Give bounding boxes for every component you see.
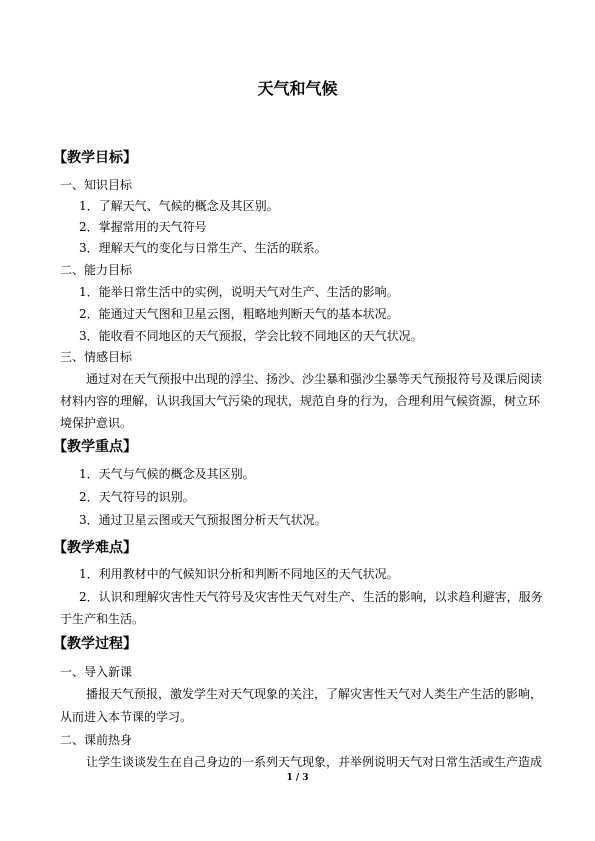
paragraph-line: 播报天气预报，激发学生对天气现象的关注，了解灾害性天气对人类生产生活的影响， — [86, 687, 543, 701]
subsection-label-intro: 一、导入新课 — [60, 665, 133, 679]
section-heading-objectives: 【教学目标】 — [53, 150, 137, 166]
list-item: 3．通过卫星云图或天气预报图分析天气状况。 — [79, 513, 327, 527]
paragraph-line: 通过对在天气预报中出现的浮尘、扬沙、沙尘暴和强沙尘暴等天气预报符号及课后阅读 — [86, 372, 543, 386]
paragraph-line: 从而进入本节课的学习。 — [60, 710, 193, 724]
subsection-label-warmup: 二、课前热身 — [60, 733, 133, 747]
list-item: 1．了解天气、气候的概念及其区别。 — [79, 199, 279, 213]
list-item: 1．天气与气候的概念及其区别。 — [79, 467, 255, 481]
list-item: 2．天气符号的识别。 — [79, 490, 195, 504]
paragraph-line: 境保护意识。 — [60, 416, 133, 430]
subsection-label-ability: 二、能力目标 — [60, 263, 133, 277]
subsection-label-knowledge: 一、知识目标 — [60, 178, 133, 192]
list-item: 1．能举日常生活中的实例，说明天气对生产、生活的影响。 — [79, 285, 399, 299]
list-item: 1．利用教材中的气候知识分析和判断不同地区的天气状况。 — [79, 567, 399, 581]
list-item: 2．能通过天气图和卫星云图，粗略地判断天气的基本状况。 — [79, 307, 399, 321]
section-heading-key-points: 【教学重点】 — [53, 439, 137, 455]
list-item: 3．理解天气的变化与日常生产、生活的联系。 — [79, 241, 327, 255]
list-item: 3．能收看不同地区的天气预报，学会比较不同地区的天气状况。 — [79, 329, 423, 343]
section-heading-difficulties: 【教学难点】 — [53, 540, 137, 556]
list-item: 2．认识和理解灾害性天气符号及灾害性天气对生产、生活的影响，以求趋利避害，服务 — [79, 590, 543, 604]
section-heading-process: 【教学过程】 — [53, 636, 137, 652]
document-title: 天气和气候 — [257, 79, 338, 98]
list-item: 2．掌握常用的天气符号 — [79, 220, 207, 234]
page-number: 1 / 3 — [286, 773, 309, 783]
subsection-label-emotion: 三、情感目标 — [60, 350, 133, 364]
paragraph-line: 让学生谈谈发生在自己身边的一系列天气现象，并举例说明天气对日常生活或生产造成 — [86, 755, 543, 769]
paragraph-line: 于生产和生活。 — [60, 612, 145, 626]
paragraph-line: 材料内容的理解，认识我国大气污染的现状，规范自身的行为，合理利用气候资源，树立环 — [60, 394, 541, 408]
